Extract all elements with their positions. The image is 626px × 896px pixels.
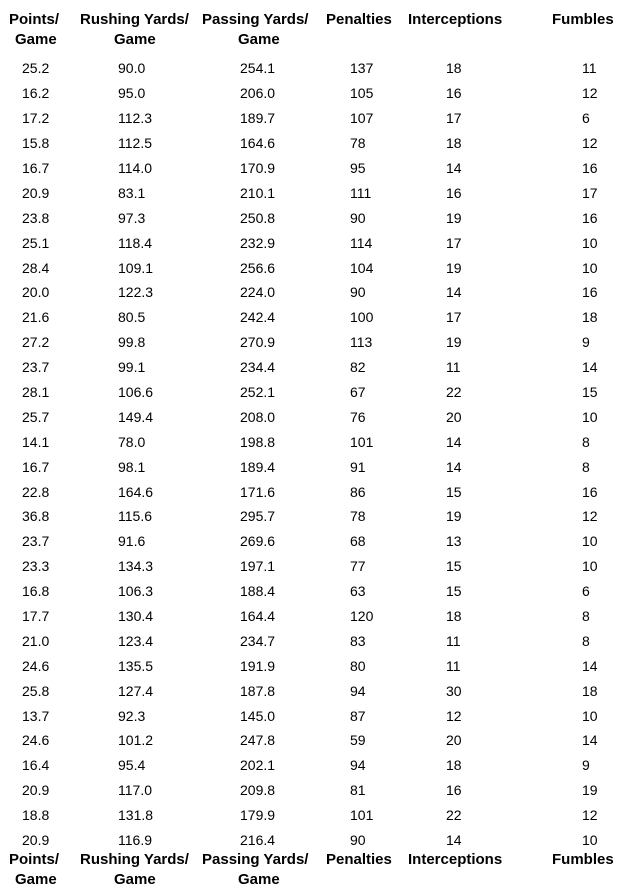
- table-cell: 6: [582, 583, 590, 600]
- table-cell: 81: [350, 782, 366, 799]
- table-cell: 15: [582, 384, 598, 401]
- table-cell: 91: [350, 458, 366, 475]
- table-cell: 149.4: [118, 408, 154, 425]
- table-cell: 92.3: [118, 707, 146, 724]
- table-cell: 14.1: [22, 433, 50, 450]
- table-cell: 11: [582, 60, 597, 77]
- table-cell: 16: [446, 782, 462, 799]
- table-cell: 187.8: [240, 682, 276, 699]
- table-cell: 14: [446, 433, 462, 450]
- table-cell: 224.0: [240, 284, 276, 301]
- table-cell: 18: [446, 135, 462, 152]
- table-cell: 115.6: [118, 508, 152, 525]
- table-row: [0, 380, 626, 405]
- table-cell: 242.4: [240, 309, 276, 326]
- table-row: [0, 205, 626, 230]
- table-cell: 111: [350, 184, 372, 201]
- header-line: Game: [15, 871, 57, 888]
- table-cell: 17: [446, 234, 462, 251]
- table-cell: 87: [350, 707, 366, 724]
- table-cell: 16: [582, 160, 598, 176]
- table-cell: 17: [446, 309, 462, 326]
- table-row: [0, 280, 626, 305]
- table-cell: 9: [582, 334, 590, 351]
- table-cell: 8: [582, 632, 590, 649]
- table-row: [0, 454, 626, 479]
- table-cell: 22: [446, 384, 462, 401]
- header-line: Points/: [9, 11, 60, 28]
- table-cell: 116.9: [118, 832, 152, 849]
- footer-header-points-per-game: [0, 850, 76, 896]
- table-cell: 106.3: [118, 583, 154, 600]
- table-cell: 189.4: [240, 458, 276, 475]
- header-line: Rushing Yards/: [80, 851, 189, 868]
- table-cell: 171.6: [240, 483, 276, 500]
- table-cell: 232.9: [240, 234, 276, 251]
- table-cell: 11: [446, 632, 461, 649]
- table-cell: 20.9: [22, 184, 50, 201]
- table-row: [0, 703, 626, 728]
- table-cell: 30: [446, 682, 462, 699]
- table-cell: 164.4: [240, 608, 276, 625]
- table-cell: 99.8: [118, 334, 146, 351]
- header-line: Game: [238, 31, 280, 48]
- table-cell: 86: [350, 483, 366, 500]
- table-cell: 15.8: [22, 135, 50, 152]
- table-row: [0, 355, 626, 380]
- table-cell: 23.3: [22, 558, 50, 575]
- table-cell: 17: [446, 110, 462, 127]
- table-cell: 17.2: [22, 110, 50, 127]
- table-cell: 15: [446, 558, 462, 575]
- table-cell: 25.2: [22, 60, 50, 77]
- table-cell: 101: [350, 807, 374, 824]
- table-cell: 76: [350, 408, 366, 425]
- table-row: [0, 106, 626, 131]
- table-cell: 12: [582, 135, 598, 152]
- table-cell: 8: [582, 458, 590, 475]
- table-cell: 28.1: [22, 384, 50, 401]
- table-cell: 170.9: [240, 160, 276, 176]
- table-row: [0, 81, 626, 106]
- table-row: [0, 579, 626, 604]
- table-cell: 19: [446, 334, 462, 351]
- table-row: [0, 404, 626, 429]
- table-cell: 10: [582, 259, 598, 276]
- footer-header-passing-yards-per-game: [200, 850, 326, 896]
- table-row: [0, 180, 626, 205]
- table-cell: 15: [446, 483, 462, 500]
- table-cell: 113: [350, 334, 373, 351]
- table-cell: 234.4: [240, 359, 276, 376]
- header-line: Penalties: [326, 11, 392, 28]
- table-cell: 95.4: [118, 757, 146, 774]
- table-cell: 252.1: [240, 384, 276, 401]
- table-cell: 18.8: [22, 807, 50, 824]
- table-cell: 109.1: [118, 259, 154, 276]
- table-header: [0, 10, 626, 56]
- table-cell: 18: [446, 757, 462, 774]
- table-cell: 107: [350, 110, 374, 127]
- table-cell: 118.4: [118, 234, 152, 251]
- table-cell: 16.8: [22, 583, 50, 600]
- table-cell: 97.3: [118, 209, 146, 226]
- table-cell: 210.1: [240, 184, 276, 201]
- table-cell: 13: [446, 533, 462, 550]
- table-cell: 27.2: [22, 334, 50, 351]
- table-cell: 11: [446, 657, 461, 674]
- table-cell: 198.8: [240, 433, 276, 450]
- table-cell: 15: [446, 583, 462, 600]
- table-cell: 18: [582, 682, 598, 699]
- table-cell: 123.4: [118, 632, 154, 649]
- table-cell: 104: [350, 259, 374, 276]
- table-row: [0, 778, 626, 803]
- table-cell: 22: [446, 807, 462, 824]
- table-cell: 122.3: [118, 284, 154, 301]
- table-cell: 94: [350, 757, 366, 774]
- table-row: [0, 653, 626, 678]
- table-cell: 100: [350, 309, 374, 326]
- table-cell: 134.3: [118, 558, 154, 575]
- header-line: Passing Yards/: [202, 851, 309, 868]
- table-cell: 22.8: [22, 483, 50, 500]
- footer-header-penalties: [326, 850, 396, 896]
- footer-header-interceptions: [396, 850, 526, 896]
- table-cell: 28.4: [22, 259, 50, 276]
- table-cell: 14: [446, 160, 462, 176]
- table-cell: 13.7: [22, 707, 50, 724]
- header-line: Game: [114, 31, 156, 48]
- table-cell: 189.7: [240, 110, 276, 127]
- table-row: [0, 479, 626, 504]
- table-cell: 83: [350, 632, 366, 649]
- header-line: Interceptions: [408, 851, 503, 868]
- table-cell: 90: [350, 284, 366, 301]
- header-line: Game: [238, 871, 280, 888]
- table-cell: 19: [446, 508, 462, 525]
- table-cell: 68: [350, 533, 366, 550]
- footer-header-table: [0, 850, 626, 896]
- table-cell: 14: [446, 832, 462, 849]
- column-header-fumbles: [526, 10, 626, 56]
- table-cell: 10: [582, 707, 598, 724]
- header-row: [0, 10, 626, 56]
- table-cell: 145.0: [240, 707, 276, 724]
- table-cell: 10: [582, 558, 598, 575]
- table-cell: 25.7: [22, 408, 50, 425]
- table-cell: 269.6: [240, 533, 276, 550]
- table-cell: 105: [350, 85, 374, 102]
- header-line: Rushing Yards/: [80, 11, 189, 28]
- header-line: Interceptions: [408, 11, 503, 28]
- table-cell: 16.2: [22, 85, 50, 102]
- table-cell: 270.9: [240, 334, 276, 351]
- table-cell: 19: [582, 782, 598, 799]
- table-row: [0, 305, 626, 330]
- table-cell: 209.8: [240, 782, 276, 799]
- table-cell: 127.4: [118, 682, 154, 699]
- column-header-penalties: [326, 10, 396, 56]
- table-cell: 131.8: [118, 807, 154, 824]
- header-line: Points/: [9, 851, 60, 868]
- table-cell: 202.1: [240, 757, 276, 774]
- table-cell: 14: [582, 732, 598, 749]
- column-header-interceptions: [396, 10, 526, 56]
- table-cell: 82: [350, 359, 366, 376]
- table-cell: 67: [350, 384, 366, 401]
- footer-header-row: [0, 850, 626, 896]
- table-cell: 16.7: [22, 458, 50, 475]
- table-cell: 14: [446, 284, 462, 301]
- table-cell: 80.5: [118, 309, 146, 326]
- table-cell: 18: [446, 608, 462, 625]
- table-row: [0, 255, 626, 280]
- table-cell: 90.0: [118, 60, 146, 77]
- table-cell: 77: [350, 558, 366, 575]
- table-cell: 94: [350, 682, 366, 699]
- table-cell: 95: [350, 160, 366, 176]
- table-cell: 17.7: [22, 608, 50, 625]
- table-cell: 10: [582, 832, 598, 849]
- table-cell: 78: [350, 135, 366, 152]
- table-cell: 12: [582, 508, 598, 525]
- table-row: [0, 56, 626, 81]
- table-cell: 10: [582, 408, 598, 425]
- table-cell: 6: [582, 110, 590, 127]
- table-cell: 18: [582, 309, 598, 326]
- table-body: [0, 56, 626, 853]
- footer-header-fumbles: [526, 850, 626, 896]
- table-cell: 23.7: [22, 533, 50, 550]
- table-cell: 24.6: [22, 657, 50, 674]
- table-cell: 106.6: [118, 384, 154, 401]
- header-line: Fumbles: [552, 851, 614, 868]
- header-line: Fumbles: [552, 11, 614, 28]
- table-cell: 254.1: [240, 60, 276, 77]
- table-cell: 36.8: [22, 508, 50, 525]
- table-cell: 137: [350, 60, 374, 77]
- table-row: [0, 628, 626, 653]
- table-cell: 98.1: [118, 458, 146, 475]
- table-row: [0, 828, 626, 853]
- table-cell: 179.9: [240, 807, 276, 824]
- table-cell: 8: [582, 608, 590, 625]
- table-cell: 11: [446, 359, 461, 376]
- table-cell: 114.0: [118, 160, 152, 176]
- table-cell: 8: [582, 433, 590, 450]
- table-cell: 216.4: [240, 832, 276, 849]
- table-cell: 10: [582, 533, 598, 550]
- table-cell: 78: [350, 508, 366, 525]
- table-cell: 16.7: [22, 160, 50, 176]
- table-cell: 20: [446, 732, 462, 749]
- table-row: [0, 753, 626, 778]
- table-cell: 59: [350, 732, 366, 749]
- table-row: [0, 678, 626, 703]
- table-cell: 16: [582, 209, 598, 226]
- table-cell: 95.0: [118, 85, 146, 102]
- table-row: [0, 131, 626, 156]
- table-cell: 164.6: [118, 483, 154, 500]
- table-cell: 206.0: [240, 85, 276, 102]
- header-line: Passing Yards/: [202, 11, 309, 28]
- table-cell: 16.4: [22, 757, 50, 774]
- table-cell: 21.6: [22, 309, 50, 326]
- table-cell: 20.9: [22, 832, 50, 849]
- table-cell: 188.4: [240, 583, 276, 600]
- table-cell: 24.6: [22, 732, 50, 749]
- table-cell: 16: [582, 483, 598, 500]
- table-cell: 17: [582, 184, 598, 201]
- table-row: [0, 728, 626, 753]
- table-cell: 80: [350, 657, 366, 674]
- table-cell: 16: [446, 85, 462, 102]
- table-cell: 19: [446, 259, 462, 276]
- header-line: Penalties: [326, 851, 392, 868]
- table-cell: 12: [582, 85, 598, 102]
- table-cell: 12: [582, 807, 598, 824]
- table-row: [0, 604, 626, 629]
- table-cell: 63: [350, 583, 366, 600]
- table-cell: 19: [446, 209, 462, 226]
- table-cell: 191.9: [240, 657, 276, 674]
- table-cell: 135.5: [118, 657, 154, 674]
- table-cell: 23.7: [22, 359, 50, 376]
- table-cell: 90: [350, 832, 366, 849]
- header-line: Game: [15, 31, 57, 48]
- table-cell: 78.0: [118, 433, 146, 450]
- table-cell: 101.2: [118, 732, 154, 749]
- table-row: [0, 230, 626, 255]
- column-header-passing-yards-per-game: [200, 10, 326, 56]
- table-cell: 10: [582, 234, 598, 251]
- table-cell: 120: [350, 608, 374, 625]
- header-line: Game: [114, 871, 156, 888]
- table-row: [0, 554, 626, 579]
- table-cell: 9: [582, 757, 590, 774]
- table-row: [0, 156, 626, 181]
- table-cell: 25.8: [22, 682, 50, 699]
- table-cell: 23.8: [22, 209, 50, 226]
- table-row: [0, 429, 626, 454]
- table-cell: 21.0: [22, 632, 50, 649]
- table-cell: 83.1: [118, 184, 146, 201]
- table-cell: 101: [350, 433, 374, 450]
- table-cell: 250.8: [240, 209, 276, 226]
- table-cell: 12: [446, 707, 462, 724]
- table-cell: 295.7: [240, 508, 276, 525]
- table-row: [0, 330, 626, 355]
- table-cell: 14: [446, 458, 462, 475]
- table-cell: 90: [350, 209, 366, 226]
- table-cell: 99.1: [118, 359, 146, 376]
- table-cell: 20: [446, 408, 462, 425]
- table-cell: 130.4: [118, 608, 154, 625]
- table-cell: 16: [582, 284, 598, 301]
- table-row: [0, 529, 626, 554]
- table-cell: 20.0: [22, 284, 50, 301]
- table-cell: 114: [350, 234, 373, 251]
- column-header-rushing-yards-per-game: [76, 10, 200, 56]
- table-cell: 117.0: [118, 782, 152, 799]
- table-cell: 164.6: [240, 135, 276, 152]
- column-header-points-per-game: [0, 10, 76, 56]
- table-cell: 112.5: [118, 135, 152, 152]
- statistics-table: [0, 10, 626, 853]
- table-cell: 14: [582, 657, 598, 674]
- table-cell: 14: [582, 359, 598, 376]
- table-cell: 25.1: [22, 234, 50, 251]
- table-cell: 20.9: [22, 782, 50, 799]
- table-cell: 197.1: [240, 558, 276, 575]
- table-cell: 208.0: [240, 408, 276, 425]
- table-row: [0, 504, 626, 529]
- table-cell: 247.8: [240, 732, 276, 749]
- table-cell: 16: [446, 184, 462, 201]
- table-row: [0, 803, 626, 828]
- table-cell: 234.7: [240, 632, 276, 649]
- table-cell: 18: [446, 60, 462, 77]
- footer-header-rushing-yards-per-game: [76, 850, 200, 896]
- table-cell: 256.6: [240, 259, 276, 276]
- table-cell: 112.3: [118, 110, 152, 127]
- table-cell: 91.6: [118, 533, 146, 550]
